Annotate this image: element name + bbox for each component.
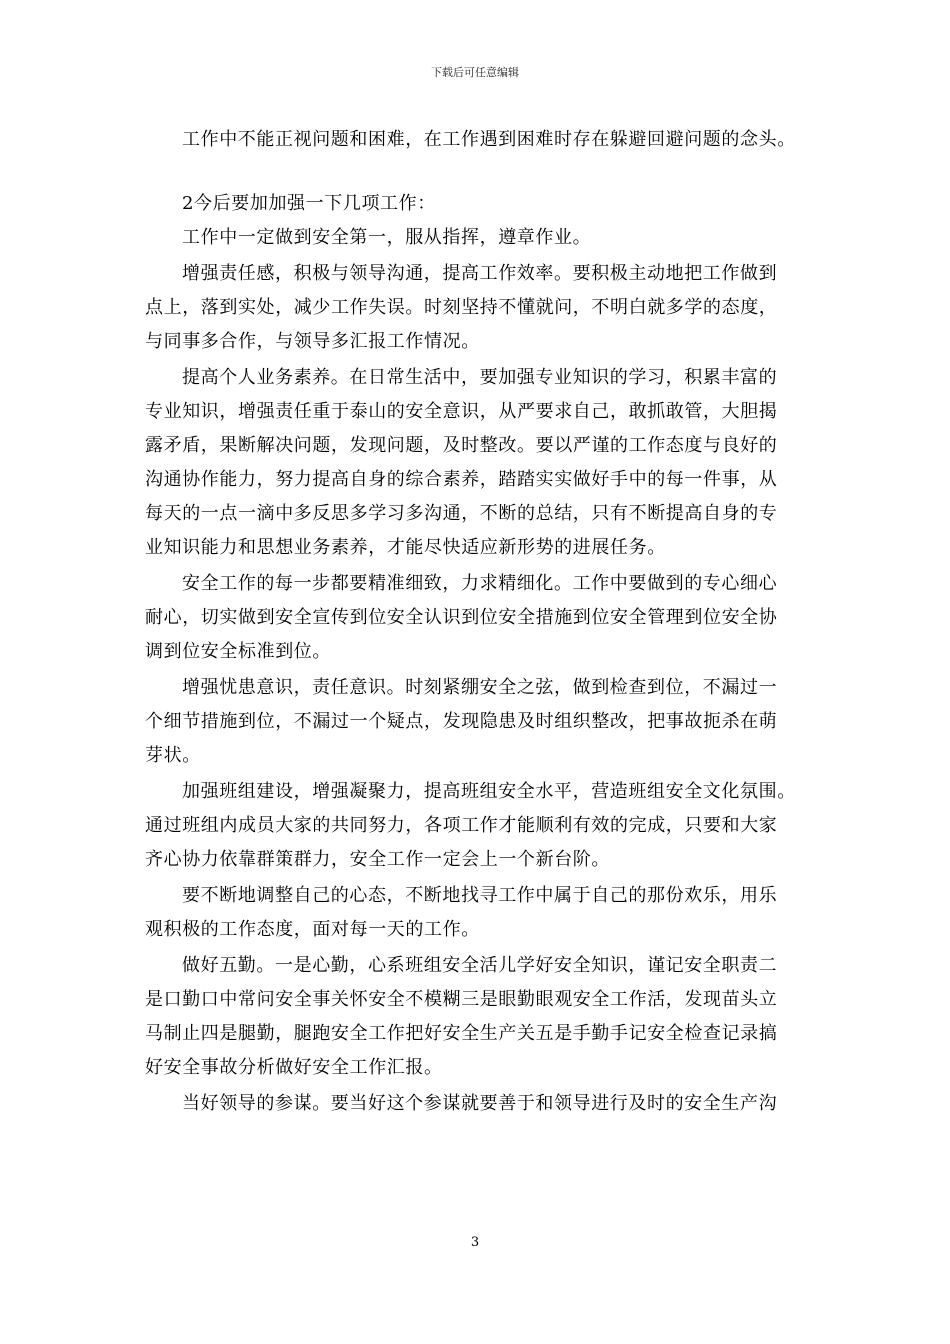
paragraph-line: 要不断地调整自己的心态，不断地找寻工作中属于自己的那份欢乐，用乐	[182, 885, 778, 906]
paragraph-line: 沟通协作能力，努力提高自身的综合素养，踏踏实实做好手中的每一件事，从	[145, 469, 778, 490]
paragraph-line: 芽状。	[145, 745, 201, 766]
paragraph-line: 加强班组建设，增强凝聚力，提高班组安全水平，营造班组安全文化氛围。	[182, 781, 796, 802]
paragraph-line: 每天的一点一滴中多反思多学习多沟通，不断的总结，只有不断提高自身的专	[145, 503, 778, 524]
paragraph-line: 齐心协力依靠群策群力，安全工作一定会上一个新台阶。	[145, 849, 610, 870]
paragraph-line: 露矛盾，果断解决问题，发现问题，及时整改。要以严谨的工作态度与良好的	[145, 435, 778, 456]
paragraph-line: 做好五勤。一是心勤，心系班组安全活儿学好安全知识，谨记安全职责二	[182, 955, 778, 976]
paragraph-line: 点上，落到实处，减少工作失误。时刻坚持不懂就问，不明白就多学的态度，	[145, 297, 778, 318]
page-header: 下载后可任意编辑	[431, 66, 519, 79]
paragraph-line: 个细节措施到位，不漏过一个疑点，发现隐患及时组织整改，把事故扼杀在萌	[145, 711, 778, 732]
paragraph-line: 2今后要加加强一下几项工作：	[182, 193, 436, 214]
paragraph-line: 与同事多合作，与领导多汇报工作情况。	[145, 331, 480, 352]
paragraph-line: 好安全事故分析做好安全工作汇报。	[145, 1057, 443, 1078]
document-body	[145, 120, 815, 1114]
paragraph-line: 增强忧患意识，责任意识。时刻紧绷安全之弦，做到检查到位，不漏过一	[182, 677, 778, 698]
paragraph-line: 提高个人业务素养。在日常生活中，要加强专业知识的学习，积累丰富的	[182, 367, 778, 388]
paragraph-line: 通过班组内成员大家的共同努力，各项工作才能顺利有效的完成，只要和大家	[145, 815, 778, 836]
paragraph-line: 耐心，切实做到安全宣传到位安全认识到位安全措施到位安全管理到位安全协	[145, 607, 778, 628]
paragraph-line: 观积极的工作态度，面对每一天的工作。	[145, 919, 480, 940]
paragraph-line: 安全工作的每一步都要精准细致，力求精细化。工作中要做到的专心细心	[182, 573, 778, 594]
paragraph-line: 专业知识，增强责任重于泰山的安全意识，从严要求自己，敢抓敢管，大胆揭	[145, 401, 778, 422]
paragraph-line: 马制止四是腿勤，腿跑安全工作把好安全生产关五是手勤手记安全检查记录搞	[145, 1023, 778, 1044]
page-number: 3	[470, 1235, 480, 1250]
paragraph-line: 调到位安全标准到位。	[145, 641, 331, 662]
paragraph-line: 增强责任感，积极与领导沟通，提高工作效率。要积极主动地把工作做到	[182, 263, 778, 284]
paragraph-line: 工作中一定做到安全第一，服从指挥，遵章作业。	[182, 227, 592, 248]
paragraph-line: 是口勤口中常问安全事关怀安全不模糊三是眼勤眼观安全工作活，发现苗头立	[145, 989, 778, 1010]
paragraph-line: 工作中不能正视问题和困难，在工作遇到困难时存在躲避回避问题的念头。	[182, 129, 796, 150]
paragraph-line: 业知识能力和思想业务素养，才能尽快适应新形势的进展任务。	[145, 537, 666, 558]
paragraph-line: 当好领导的参谋。要当好这个参谋就要善于和领导进行及时的安全生产沟	[182, 1093, 778, 1114]
